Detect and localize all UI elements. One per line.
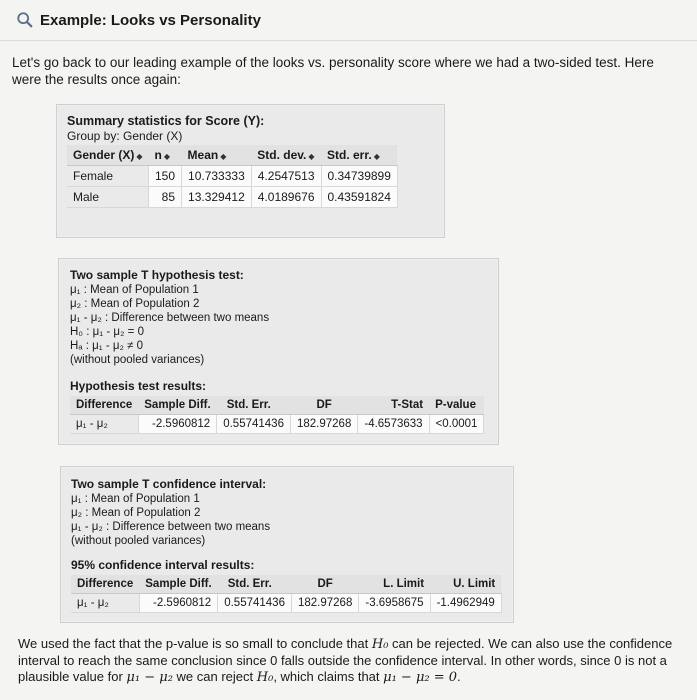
column-header[interactable]: L. Limit <box>359 575 430 594</box>
table-row: μ₁ - μ₂ -2.5960812 0.55741436 182.97268 -4.6573633 <0.0001 <box>70 415 484 434</box>
column-header[interactable]: DF <box>291 575 358 594</box>
search-icon <box>16 11 34 29</box>
column-header[interactable]: n ◆ <box>149 145 182 166</box>
column-header[interactable]: Std. Err. <box>218 575 292 594</box>
column-header[interactable]: Mean ◆ <box>182 145 252 166</box>
page-title: Example: Looks vs Personality <box>40 11 261 29</box>
table-row: Male 85 13.329412 4.0189676 0.43591824 <box>67 187 397 208</box>
table-row: Female 150 10.733333 4.2547513 0.34739899 <box>67 166 397 187</box>
column-header[interactable]: Std. dev. ◆ <box>251 145 321 166</box>
hypothesis-title: Two sample T hypothesis test: <box>70 268 244 282</box>
summary-title: Summary statistics for Score (Y): <box>67 114 265 128</box>
column-header[interactable]: Sample Diff. <box>139 575 217 594</box>
sort-icon: ◆ <box>163 152 170 161</box>
column-header[interactable]: Std. err. ◆ <box>321 145 397 166</box>
column-header[interactable]: Gender (X) ◆ <box>67 145 149 166</box>
column-header[interactable]: T-Stat <box>358 396 429 415</box>
confidence-results-title: 95% confidence interval results: <box>71 558 255 572</box>
intro-paragraph: Let's go back to our leading example of the looks vs. personality score where we had a two-sided test. Here were the results once again: <box>12 55 654 87</box>
confidence-panel: Two sample T confidence interval: μ₁ : Mean of Population 1 μ₂ : Mean of Population 2 μ₁ - μ₂ : Difference between two means (without pooled variances) 95% confidence interval results: Difference Sample Diff. Std. Err. DF L. Limit U. Limit μ₁ - μ₂ -2.5960812 0.55741436 182.97268 -3.6958675 -1.4962949 <box>60 466 514 623</box>
sort-icon: ◆ <box>373 152 380 161</box>
column-header[interactable]: DF <box>290 396 357 415</box>
sort-icon: ◆ <box>308 152 315 161</box>
confidence-title: Two sample T confidence interval: <box>71 477 267 491</box>
summary-table <box>67 145 398 208</box>
column-header[interactable]: Difference <box>70 396 138 415</box>
summary-group-by: Group by: Gender (X) <box>67 129 183 143</box>
column-header[interactable]: U. Limit <box>430 575 501 594</box>
hypothesis-table <box>70 396 484 434</box>
conclusion-paragraph: We used the fact that the p-value is so small to conclude that H₀ can be rejected. We can also use the confidence interval to reach the same conclusion since 0 falls outside the confidence interval. In other words, since 0 is not a plausible value for μ₁ − μ₂ we can reject H₀, which claims that μ₁ − μ₂ = 0. <box>18 636 673 685</box>
hypothesis-results-title: Hypothesis test results: <box>70 379 207 393</box>
page-header <box>0 0 697 41</box>
confidence-table <box>71 575 502 613</box>
column-header[interactable]: Difference <box>71 575 139 594</box>
sort-icon: ◆ <box>220 152 227 161</box>
summary-panel <box>56 104 445 238</box>
column-header[interactable]: Sample Diff. <box>138 396 216 415</box>
column-header[interactable]: Std. Err. <box>217 396 291 415</box>
hypothesis-panel: Two sample T hypothesis test: μ₁ : Mean of Population 1 μ₂ : Mean of Population 2 μ₁ - μ₂ : Difference between two means H₀ : μ₁ - μ₂ = 0 Hₐ : μ₁ - μ₂ ≠ 0 (without pooled variances) Hypothesis test results: Difference Sample Diff. Std. Err. DF T-Stat P-value μ₁ - μ₂ -2.5960812 0.55741436 182.97268 -4.6573633 <0.0001 <box>58 258 499 445</box>
column-header[interactable]: P-value <box>429 396 484 415</box>
sort-icon: ◆ <box>136 152 143 161</box>
table-row: μ₁ - μ₂ -2.5960812 0.55741436 182.97268 -3.6958675 -1.4962949 <box>71 594 501 613</box>
